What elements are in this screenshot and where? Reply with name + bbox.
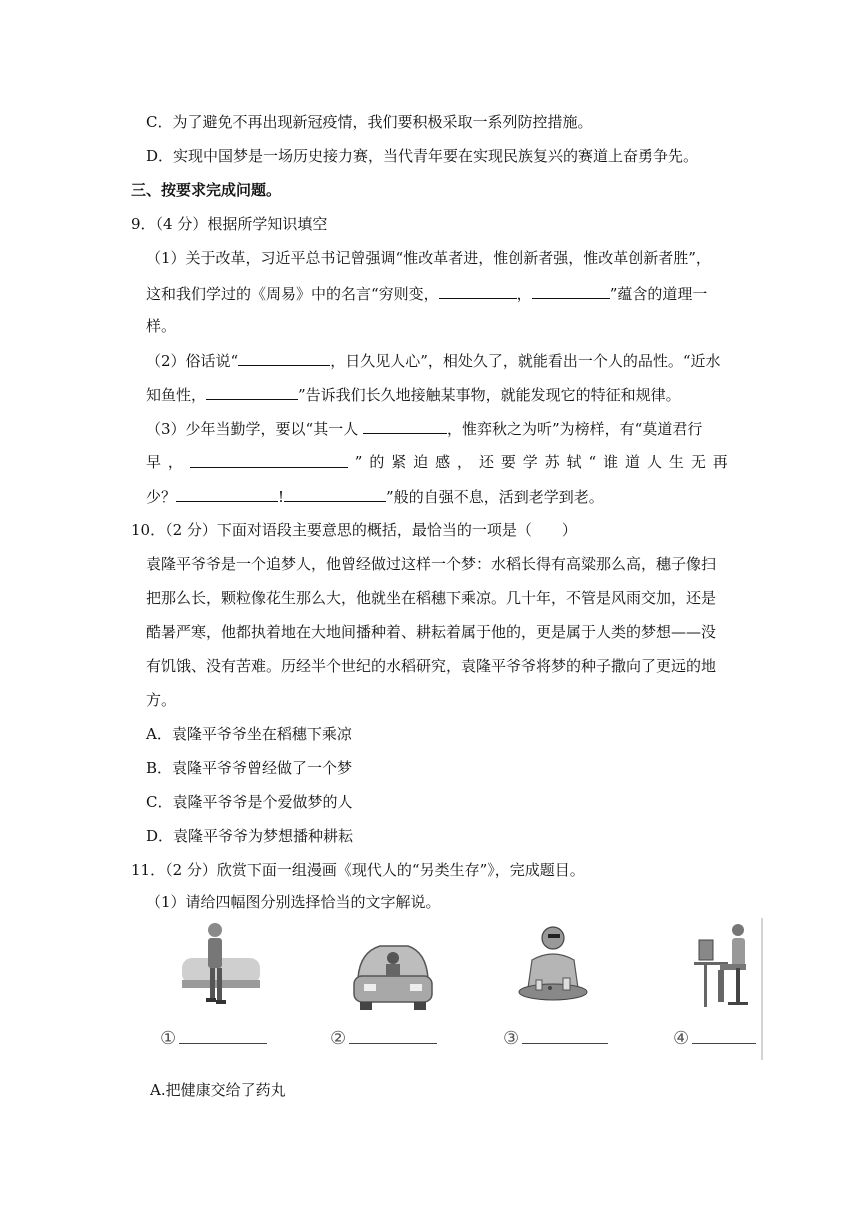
option-d-q8: D．实现中国梦是一场历史接力赛，当代青年要在实现民族复兴的赛道上奋勇争先。 <box>146 147 699 165</box>
fill-blank[interactable] <box>176 486 278 502</box>
question-9-title: 9．（4 分）根据所学知识填空 <box>131 215 328 233</box>
q9-part1-line1: （1）关于改革，习近平总书记曾强调“惟改革者进，惟创新者强，惟改革创新者胜”， <box>146 249 711 267</box>
fill-blank[interactable] <box>206 384 298 400</box>
question-11-title: 11．（2 分）欣赏下面一组漫画《现代人的“另类生存”》，完成题目。 <box>131 861 585 879</box>
passage-line: 酷暑严寒，他都执着地在大地间播种着、耕耘着属于他的，更是属于人类的梦想——没 <box>146 623 717 641</box>
q9-part1-line3: 样。 <box>146 317 177 335</box>
option-c-q8: C．为了避免不再出现新冠疫情，我们要积极采取一系列防控措施。 <box>146 113 593 131</box>
fill-blank[interactable] <box>522 1029 608 1044</box>
fill-blank[interactable] <box>532 283 610 299</box>
comic-car <box>354 946 432 1010</box>
option-b-q10[interactable]: B．袁隆平爷爷曾经做了一个梦 <box>146 759 353 777</box>
section-heading-3: 三、按要求完成问题。 <box>131 181 282 199</box>
q9-part1-line2: 这和我们学过的《周易》中的名言“穷则变， ， ”蕴含的道理一 <box>146 285 708 303</box>
option-d-q10[interactable]: D．袁隆平爷爷为梦想播种耕耘 <box>146 827 354 845</box>
option-c-q10[interactable]: C．袁隆平爷爷是个爱做梦的人 <box>146 793 353 811</box>
fill-blank[interactable] <box>284 486 386 502</box>
fill-blank[interactable] <box>190 452 348 468</box>
comic-man-with-pills <box>519 927 587 1000</box>
comic-label-3: ③ <box>503 1028 608 1049</box>
passage-line: 把那么长，颗粒像花生那么大，他就坐在稻穗下乘凉。几十年，不管是风雨交加，还是 <box>146 589 717 607</box>
comic-label-1: ① <box>160 1028 267 1049</box>
comic-walking-man <box>182 923 260 1004</box>
q9-part2-line2: 知鱼性， ”告诉我们长久地接触某事物，就能发现它的特征和规律。 <box>146 386 681 404</box>
q9-part3-line3: 少？ ! ”般的自强不息，活到老学到老。 <box>146 488 604 506</box>
option-a-q10[interactable]: A．袁隆平爷爷坐在稻穗下乘凉 <box>146 725 352 743</box>
fill-blank[interactable] <box>179 1029 267 1044</box>
comic-label-2: ② <box>330 1028 437 1049</box>
comic-label-4: ④ <box>673 1028 756 1049</box>
q11-part1: （1）请给四幅图分别选择恰当的文字解说。 <box>146 893 441 911</box>
fill-blank[interactable] <box>692 1029 756 1044</box>
passage-line: 方。 <box>146 691 177 709</box>
q9-part2-line1: （2）俗话说“ ，日久见人心”，相处久了，就能看出一个人的品性。“近水 <box>146 352 721 370</box>
q9-part3-line2: 早 ， ” 的 紧 迫 感 ， 还 要 学 苏 轼 “ 谁 道 人 生 无 再 <box>146 453 728 471</box>
fill-blank[interactable] <box>349 1029 437 1044</box>
question-10-title: 10．（2 分）下面对语段主要意思的概括，最恰当的一项是（ ） <box>131 521 577 539</box>
passage-line: 袁隆平爷爷是一个追梦人，他曾经做过这样一个梦：水稻长得有高粱那么高，穗子像扫 <box>146 555 717 573</box>
fill-blank[interactable] <box>238 350 330 366</box>
fill-blank[interactable] <box>363 418 447 434</box>
passage-line: 有饥饿、没有苦难。历经半个世纪的水稻研究，袁隆平爷爷将梦的种子撒向了更远的地 <box>146 657 717 675</box>
q9-part3-line1: （3）少年当勤学，要以“其一人 ，惟弈秋之为听”为榜样，有“莫道君行 <box>146 420 703 438</box>
option-a-q11[interactable]: A.把健康交给了药丸 <box>150 1081 286 1099</box>
fill-blank[interactable] <box>439 283 517 299</box>
